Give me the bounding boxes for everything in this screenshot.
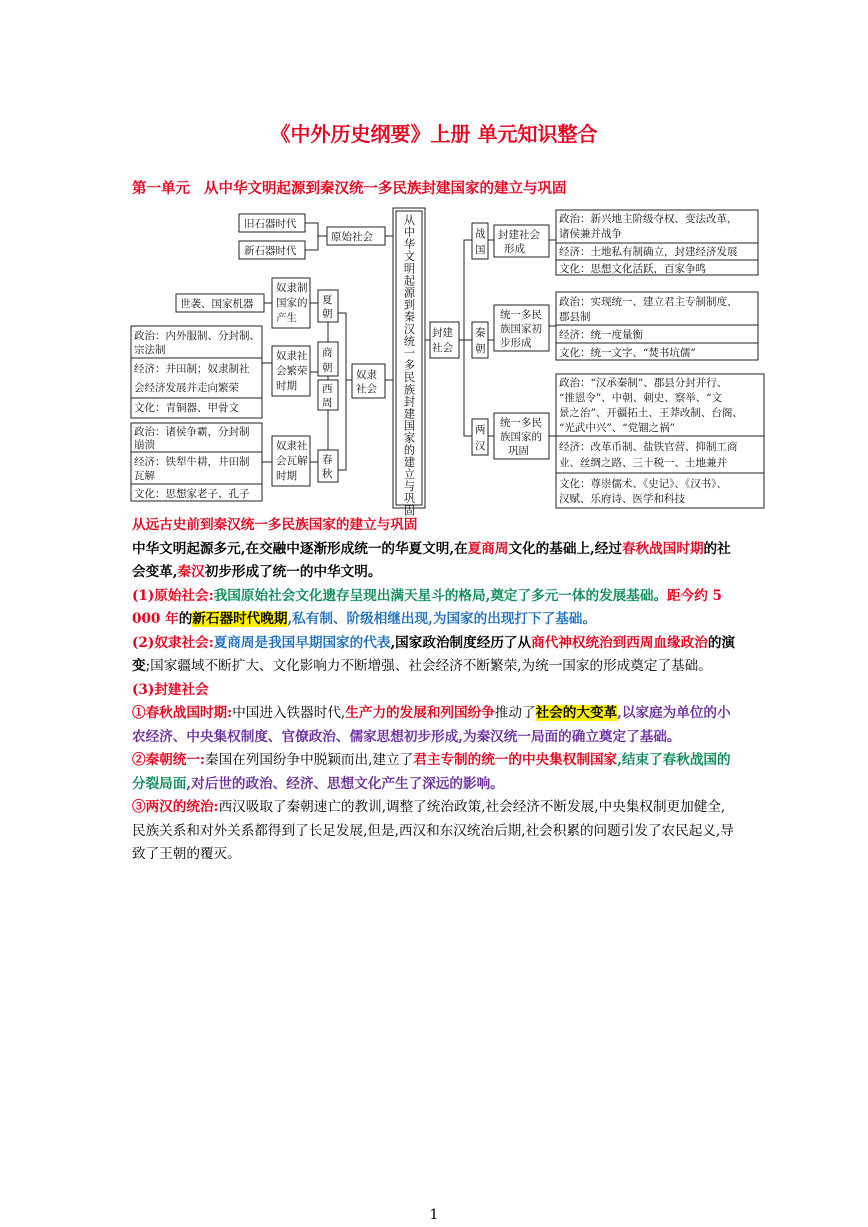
feudal-society-1: 封建 — [432, 327, 453, 339]
p2-text-1: 夏商周是我国早期国家的代表 — [213, 634, 391, 651]
intro-text-2: 文化的基础上,经过 — [508, 540, 622, 557]
unity-consolidate-2: 族国家的 — [500, 431, 542, 443]
p2-label: (2)奴隶社会: — [132, 634, 214, 651]
p3a-text-4: ,以家庭为单位的小农经济、中央集权制度、官僚政治、儒家思想初步形成,为秦汉统一局面的确立奠定了基础。 — [132, 705, 731, 745]
feudal-formation-2: 形成 — [504, 243, 525, 255]
box-b-line-1: 政治：诸侯争霸，分封制 — [134, 426, 250, 438]
box-e-line-6: 业、丝绸之路、三十税一、土地兼并 — [559, 457, 727, 469]
box-b-line-5: 文化：思想家老子、孔子 — [134, 488, 250, 500]
p3a-label: ①春秋战国时期: — [132, 705, 233, 721]
p3a-text-1: 中国进入铁器时代, — [232, 705, 346, 721]
slave-collapse-1: 奴隶社 — [276, 440, 308, 452]
paragraph-qin — [132, 749, 738, 796]
box-d-line-1: 政治：实现统一、建立君主专制制度、 — [559, 296, 738, 308]
paragraph-feudal-heading: (3)封建社会 — [132, 681, 209, 698]
center-vertical-title: 从中华文明起源到秦汉统一多民族封建国家的建立与巩固 — [402, 214, 416, 517]
p3c-text-1: 西汉吸取了秦朝速亡的教训,调整了统治政策,社会经济不断发展,中央集权制更加健全,民族关系和对外关系都得到了长足发展,但是,西汉和东汉统治后期,社会积累的问题引发了农民起义,导致了王朝的覆灭。 — [132, 799, 734, 862]
box-a-line-2: 宗法制 — [134, 344, 166, 356]
slave-prosper-3: 时期 — [276, 380, 297, 392]
p1-highlight: 新石器时代晚期 — [192, 611, 288, 627]
slave-collapse-3: 时期 — [276, 470, 297, 482]
p3b-text-1: 秦国在列国纷争中脱颖而出,建立了 — [205, 752, 414, 768]
box-a-line-5: 文化：青铜器、甲骨文 — [134, 402, 239, 414]
paleolithic-label: 旧石器时代 — [244, 218, 297, 230]
box-b-line-2: 崩溃 — [134, 439, 155, 451]
p3a-text-2: 生产力的发展和列国纷争 — [345, 705, 495, 721]
page-number: 1 — [429, 1207, 439, 1223]
box-c-line-1: 政治：新兴地主阶级夺权、变法改革， — [559, 213, 738, 225]
p3c-label: ③两汉的统治: — [132, 799, 219, 815]
two-han-1: 两 — [475, 424, 486, 436]
paragraph-spring-autumn — [132, 702, 738, 749]
slave-collapse-2: 会瓦解 — [276, 455, 308, 467]
p1-text-2: 的 — [178, 611, 193, 627]
feudal-society-2: 社会 — [432, 342, 453, 354]
page-title: 《中外历史纲要》上册 单元知识整合 — [270, 122, 598, 146]
unity-initial-1: 统一多民 — [500, 309, 542, 321]
p1-text-1: 我国原始社会文化遗存呈现出满天星斗的格局,奠定了多元一体的发展基础。 — [213, 587, 668, 604]
p1-date: 距今约 5 000 年 — [132, 587, 723, 627]
box-e-line-4: “光武中兴”、“党锢之祸” — [559, 422, 675, 434]
p2-text-2: ,国家政治制度经历了从 — [390, 634, 532, 651]
p3a-text-3: 推动了 — [494, 705, 536, 721]
slave-prosper-2: 会繁荣 — [276, 365, 308, 377]
shang-dynasty-2: 朝 — [322, 362, 333, 374]
paragraph-slave — [132, 632, 738, 679]
box-c-line-4: 文化：思想文化活跃，百家争鸣 — [559, 263, 706, 275]
slave-state-origin-2: 国家的 — [276, 297, 308, 309]
intro-text-1: 中华文明起源多元,在交融中逐渐形成统一的华夏文明,在 — [132, 540, 468, 557]
unity-initial-3: 步形成 — [500, 337, 532, 349]
western-zhou-2: 周 — [322, 397, 333, 409]
box-d-line-4: 文化：统一文字、“焚书坑儒” — [559, 347, 696, 359]
intro-xia-shang-zhou: 夏商周 — [467, 540, 509, 557]
warring-states-2: 国 — [475, 244, 486, 256]
box-c-line-2: 诸侯兼并战争 — [559, 228, 622, 240]
box-b-line-4: 瓦解 — [134, 470, 155, 482]
intro-qin-han: 秦汉 — [177, 564, 205, 580]
box-e-line-7: 文化：尊崇儒术、《史记》、《汉书》、 — [559, 478, 727, 490]
box-e-line-5: 经济：改革币制、盐铁官营、抑制工商 — [559, 441, 738, 453]
xia-dynasty-2: 朝 — [322, 308, 333, 320]
box-b-line-3: 经济：铁犁牛耕，井田制 — [134, 456, 250, 468]
western-zhou-1: 西 — [322, 383, 333, 395]
intro-spring-autumn: 春秋战国时期 — [621, 540, 704, 557]
box-d-line-3: 经济：统一度量衡 — [559, 329, 643, 341]
slave-state-origin-1: 奴隶制 — [276, 282, 308, 294]
slave-state-origin-3: 产生 — [276, 312, 297, 324]
p1-text-3: ,私有制、阶级相继出现,为国家的出现打下了基础。 — [287, 611, 596, 627]
slave-society-2: 社会 — [356, 383, 377, 395]
knowledge-diagram — [0, 0, 868, 520]
box-c-line-3: 经济：土地私有制确立，封建经济发展 — [559, 246, 738, 258]
box-e-line-3: 景之治”、开疆拓土、王莽改制、台阁、 — [559, 407, 743, 419]
primitive-society-label: 原始社会 — [331, 231, 373, 243]
box-a-line-3: 经济：井田制；奴隶制社 — [134, 363, 250, 375]
spring-autumn-1: 春 — [322, 454, 333, 466]
warring-states-1: 战 — [475, 228, 486, 240]
p3b-text-4: ,对后世的政治、经济、思想文化产生了深远的影响。 — [186, 775, 504, 792]
p3b-text-3: ,结束了春秋战国的分裂局面 — [132, 752, 731, 792]
shang-dynasty-1: 商 — [322, 347, 333, 359]
unit-number: 第一单元 — [132, 181, 190, 197]
box-e-line-1: 政治：“汉承秦制”、郡县分封并行、 — [559, 377, 728, 389]
spring-autumn-2: 秋 — [322, 468, 333, 480]
two-han-2: 汉 — [475, 440, 486, 452]
paragraph-primitive — [132, 585, 738, 632]
box-d-line-2: 郡县制 — [559, 311, 591, 323]
p2-text-4: 的演变 — [132, 634, 736, 674]
p3b-label: ②秦朝统一: — [132, 752, 205, 768]
box-e-line-2: “推恩令”、中朝、刺史、察举、“文 — [559, 392, 723, 404]
qin-dynasty-1: 秦 — [475, 327, 486, 339]
unit-title: 从中华文明起源到秦汉统一多民族封建国家的建立与巩固 — [204, 181, 567, 197]
intro-paragraph — [132, 538, 738, 585]
feudal-formation-1: 封建社会 — [498, 229, 540, 241]
slave-prosper-1: 奴隶社 — [276, 350, 308, 362]
slave-society-1: 奴隶 — [356, 369, 377, 381]
summary-section — [132, 514, 738, 867]
xia-dynasty-1: 夏 — [322, 294, 333, 306]
box-e-line-8: 汉赋、乐府诗、医学和科技 — [559, 493, 685, 505]
unity-consolidate-1: 统一多民 — [500, 417, 542, 429]
box-a-line-4: 会经济发展并走向繁荣 — [134, 382, 239, 394]
intro-text-3: 的社会变革, — [132, 540, 731, 580]
p3b-text-2: 君主专制的统一的中央集权制国家 — [413, 752, 618, 768]
hereditary-state-label: 世袭、国家机器 — [180, 298, 254, 310]
unity-initial-2: 族国家初 — [500, 323, 542, 335]
paragraph-han — [132, 796, 738, 867]
p1-label: (1)原始社会: — [132, 587, 214, 604]
qin-dynasty-2: 朝 — [475, 343, 486, 355]
unity-consolidate-3: 巩固 — [508, 445, 529, 457]
neolithic-label: 新石器时代 — [244, 245, 297, 257]
intro-text-4: 初步形成了统一的中华文明。 — [204, 564, 382, 580]
p2-text-5: ;国家疆域不断扩大、文化影响力不断增强、社会经济不断繁荣,为统一国家的形成奠定了基础。 — [145, 658, 712, 674]
box-a-line-1: 政治：内外服制、分封制、 — [134, 330, 260, 342]
p3a-highlight: 社会的大变革 — [535, 705, 618, 721]
section-heading: 从远古史前到秦汉统一多民族国家的建立与巩固 — [132, 517, 418, 533]
p2-text-3: 商代神权统治到西周血缘政治 — [531, 634, 708, 651]
